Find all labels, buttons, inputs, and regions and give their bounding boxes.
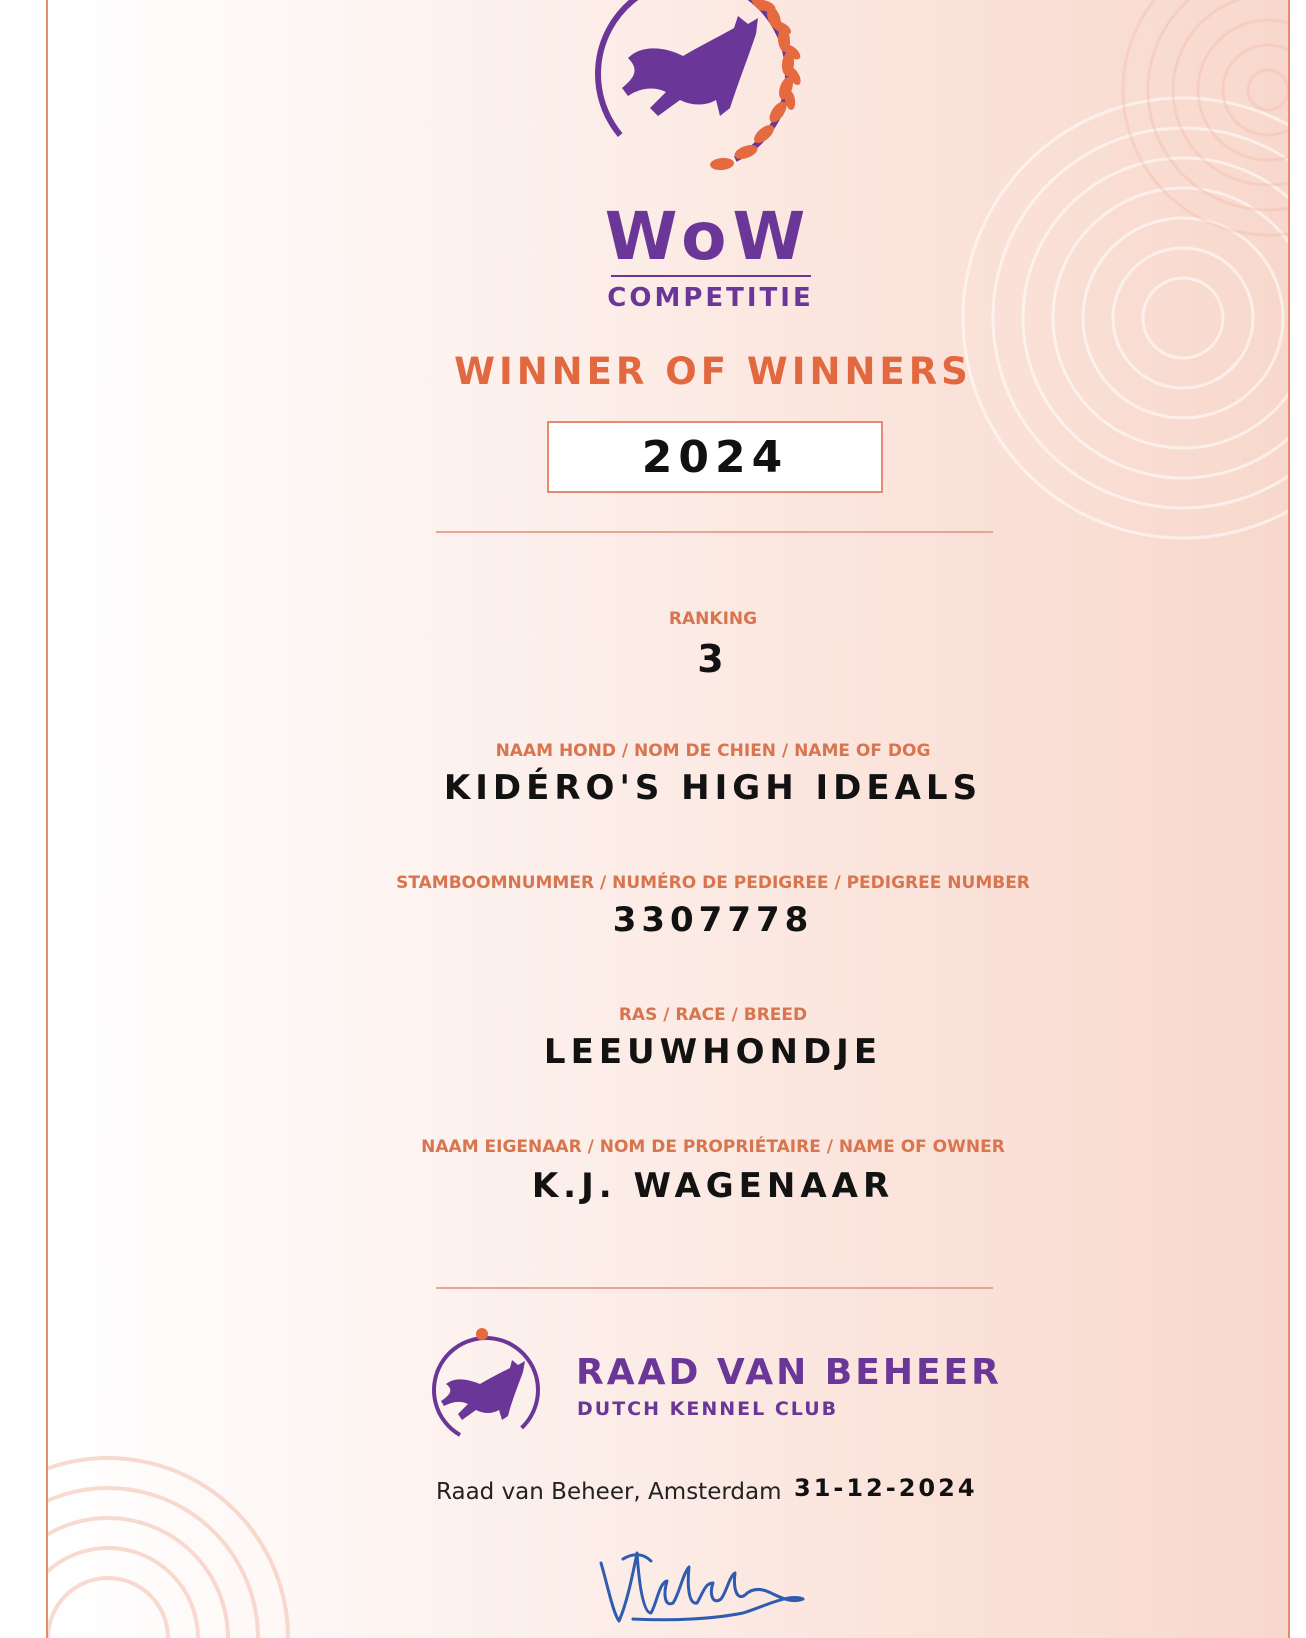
wow-brand-text: WoW — [604, 198, 812, 275]
owner-label: NAAM EIGENAAR / NOM DE PROPRIÉTAIRE / NAME OF OWNER — [421, 1137, 1005, 1157]
ranking-label: RANKING — [668, 609, 758, 629]
club-subtitle: DUTCH KENNEL CLUB — [577, 1398, 839, 1420]
pedigree-label: STAMBOOMNUMMER / NUMÉRO DE PEDIGREE / PEDIGREE NUMBER — [396, 873, 1030, 893]
certificate — [46, 0, 1290, 1638]
issue-place: Raad van Beheer, Amsterdam — [436, 1479, 782, 1505]
wow-subtitle: COMPETITIE — [607, 283, 814, 313]
ranking-value: 3 — [697, 637, 729, 681]
certificate-heading: WINNER OF WINNERS — [454, 350, 972, 393]
dog-name-value: KIDÉRO'S HIGH IDEALS — [443, 768, 983, 808]
kennel-club-logo — [430, 1328, 550, 1448]
pedigree-value: 3307778 — [612, 900, 814, 940]
divider-bottom — [436, 1287, 993, 1289]
year-box: 2024 — [547, 421, 883, 493]
club-name: RAAD VAN BEHEER — [576, 1352, 1002, 1393]
wow-logo-emblem — [588, 0, 848, 198]
breed-label: RAS / RACE / BREED — [618, 1005, 808, 1025]
divider-top — [436, 531, 993, 533]
dog-name-label: NAAM HOND / NOM DE CHIEN / NAME OF DOG — [495, 741, 931, 761]
wow-underline — [611, 275, 811, 277]
issue-date: 31-12-2024 — [794, 1474, 978, 1502]
signature — [593, 1533, 833, 1633]
breed-value: LEEUWHONDJE — [543, 1032, 883, 1072]
owner-value: K.J. WAGENAAR — [531, 1166, 895, 1206]
